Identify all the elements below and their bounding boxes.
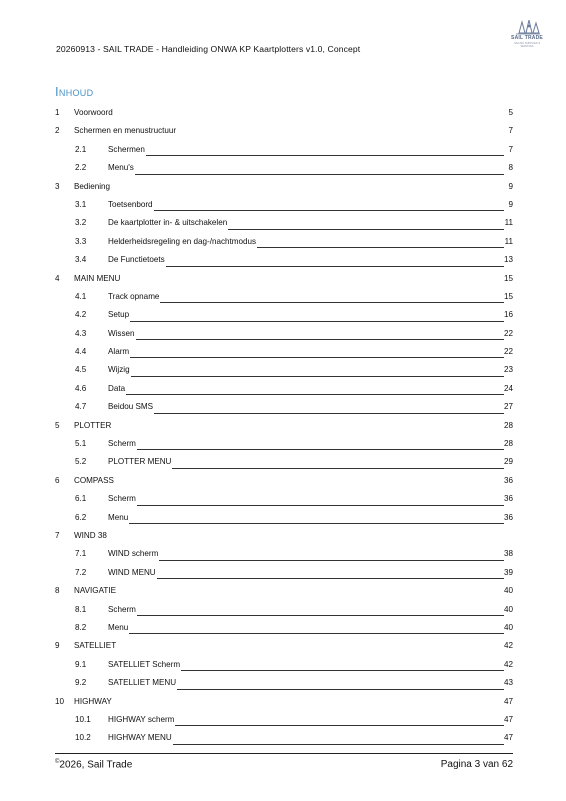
- toc-number: 4.7: [75, 402, 87, 412]
- toc-heading: Inhoud: [55, 84, 94, 99]
- toc-leader-line: [154, 210, 504, 211]
- toc-page-number: 28: [503, 420, 513, 430]
- toc-page-number: 27: [503, 402, 513, 412]
- toc-title: Schermen en menustructuur: [74, 126, 177, 136]
- toc-title: Scherm: [108, 604, 136, 614]
- toc-subsection-row[interactable]: [55, 215, 513, 233]
- toc-page-number: 40: [503, 586, 513, 596]
- toc-number: 8.1: [75, 604, 87, 614]
- document-header-title: 20260913 - SAIL TRADE - Handleiding ONWA KP Kaartplotters v1.0, Concept: [56, 44, 361, 54]
- toc-leader-line: [154, 413, 504, 414]
- toc-page-number: 13: [503, 255, 513, 265]
- toc-title: SATELLIET MENU: [108, 678, 177, 688]
- toc-title: Schermen: [108, 144, 145, 154]
- toc-number: 6: [55, 475, 60, 485]
- toc-subsection-row[interactable]: [55, 289, 513, 307]
- toc-subsection-row[interactable]: [55, 362, 513, 380]
- toc-title: Menu: [108, 512, 129, 522]
- toc-number: 4.3: [75, 328, 87, 338]
- toc-leader-line: [175, 725, 504, 726]
- toc-subsection-row[interactable]: [55, 326, 513, 344]
- toc-title: Alarm: [108, 347, 130, 357]
- toc-number: 5.2: [75, 457, 87, 467]
- toc-leader-line: [157, 578, 504, 579]
- footer-divider: [55, 753, 513, 754]
- toc-page-number: 7: [508, 144, 513, 154]
- toc-number: 3.2: [75, 218, 87, 228]
- toc-number: 6.2: [75, 512, 87, 522]
- logo-subtext: SAILING SUPPLIES & SERVICES: [513, 42, 541, 48]
- toc-section-row[interactable]: [55, 179, 513, 197]
- toc-page-number: 5: [508, 108, 513, 117]
- toc-page-number: 24: [503, 383, 513, 393]
- toc-number: 4: [55, 273, 60, 283]
- toc-title: Beidou SMS: [108, 402, 153, 412]
- toc-subsection-row[interactable]: [55, 546, 513, 564]
- toc-subsection-row[interactable]: [55, 620, 513, 638]
- toc-page-number: 36: [503, 512, 513, 522]
- toc-leader-line: [129, 633, 504, 634]
- toc-leader-line: [177, 689, 504, 690]
- toc-page-number: 7: [508, 126, 513, 136]
- footer-copyright: [55, 759, 132, 770]
- sailboat-logo-icon: [510, 20, 544, 35]
- copyright-text: 2026, Sail Trade: [59, 759, 133, 771]
- toc-page-number: 9: [508, 181, 513, 191]
- toc-leader-line: [137, 615, 504, 616]
- toc-leader-line: [228, 229, 504, 230]
- toc-subsection-row[interactable]: [55, 675, 513, 693]
- toc-number: 2: [55, 126, 60, 136]
- toc-page-number: 39: [503, 567, 513, 577]
- toc-title: PLOTTER: [74, 420, 112, 430]
- toc-number: 10: [55, 696, 65, 706]
- toc-title: De kaartplotter in- & uitschakelen: [108, 218, 228, 228]
- toc-title: De Functietoets: [108, 255, 165, 265]
- toc-subsection-row[interactable]: [55, 142, 513, 160]
- toc-leader-line: [181, 670, 504, 671]
- toc-number: 4.5: [75, 365, 87, 375]
- toc-leader-line: [146, 155, 504, 156]
- toc-section-row[interactable]: [55, 418, 513, 436]
- toc-subsection-row[interactable]: [55, 160, 513, 178]
- toc-page-number: 42: [503, 659, 513, 669]
- footer-page-number: Pagina 3 van 62: [440, 759, 513, 770]
- toc-number: 5: [55, 420, 60, 430]
- toc-page-number: 23: [503, 365, 513, 375]
- toc-title: WIND 38: [74, 530, 107, 540]
- toc-number: 7.2: [75, 567, 87, 577]
- toc-section-row[interactable]: [55, 528, 513, 546]
- toc-subsection-row[interactable]: [55, 234, 513, 252]
- toc-page-number: 22: [503, 328, 513, 338]
- toc-leader-line: [173, 744, 504, 745]
- toc-number: 7.1: [75, 549, 87, 559]
- toc-number: 4.6: [75, 383, 87, 393]
- toc-title: WIND scherm: [108, 549, 159, 559]
- toc-page-number: 43: [503, 678, 513, 688]
- toc-title: Scherm: [108, 494, 136, 504]
- toc-title: Menu: [108, 622, 129, 632]
- toc-subsection-row[interactable]: [55, 657, 513, 675]
- toc-number: 9.2: [75, 678, 87, 688]
- toc-section-row[interactable]: [55, 271, 513, 289]
- table-of-contents: [55, 105, 513, 749]
- toc-page-number: 9: [508, 199, 513, 209]
- toc-page-number: 11: [504, 218, 513, 228]
- toc-title: Data: [108, 383, 126, 393]
- toc-page-number: 8: [508, 163, 513, 173]
- toc-section-row[interactable]: [55, 638, 513, 656]
- toc-subsection-row[interactable]: [55, 399, 513, 417]
- toc-number: 3.3: [75, 236, 87, 246]
- toc-title: Scherm: [108, 439, 136, 449]
- logo-text: SAIL TRADE: [511, 35, 543, 41]
- toc-page-number: 47: [503, 696, 513, 706]
- toc-page-number: 11: [504, 236, 513, 246]
- toc-number: 3.1: [75, 199, 87, 209]
- toc-number: 6.1: [75, 494, 87, 504]
- toc-subsection-row[interactable]: [55, 730, 513, 748]
- toc-title: Setup: [108, 310, 130, 320]
- toc-page-number: 36: [503, 494, 513, 504]
- toc-subsection-row[interactable]: [55, 436, 513, 454]
- toc-leader-line: [160, 302, 504, 303]
- toc-leader-line: [257, 247, 504, 248]
- toc-number: 10.2: [75, 733, 91, 743]
- toc-subsection-row[interactable]: [55, 602, 513, 620]
- toc-page-number: 40: [503, 622, 513, 632]
- toc-number: 7: [55, 530, 60, 540]
- toc-page-number: 29: [503, 457, 513, 467]
- toc-title: Voorwoord: [74, 108, 113, 117]
- toc-title: SATELLIET Scherm: [108, 659, 181, 669]
- toc-page-number: 15: [503, 291, 513, 301]
- toc-leader-line: [126, 394, 504, 395]
- toc-title: NAVIGATIE: [74, 586, 116, 596]
- toc-page-number: 28: [503, 439, 513, 449]
- toc-leader-line: [131, 376, 504, 377]
- toc-section-row[interactable]: [55, 473, 513, 491]
- toc-subsection-row[interactable]: [55, 565, 513, 583]
- toc-leader-line: [172, 468, 504, 469]
- toc-number: 2.1: [75, 144, 87, 154]
- toc-leader-line: [137, 449, 504, 450]
- toc-subsection-row[interactable]: [55, 454, 513, 472]
- toc-number: 9: [55, 641, 60, 651]
- toc-number: 3.4: [75, 255, 87, 265]
- toc-leader-line: [135, 174, 504, 175]
- toc-title: MAIN MENU: [74, 273, 121, 283]
- toc-leader-line: [130, 357, 504, 358]
- toc-number: 4.2: [75, 310, 87, 320]
- toc-section-row[interactable]: [55, 583, 513, 601]
- toc-leader-line: [166, 266, 504, 267]
- toc-title: Track opname: [108, 291, 160, 301]
- toc-subsection-row[interactable]: [55, 344, 513, 362]
- toc-title: WIND MENU: [108, 567, 156, 577]
- toc-page-number: 36: [503, 475, 513, 485]
- toc-subsection-row[interactable]: [55, 381, 513, 399]
- toc-title: Bediening: [74, 181, 111, 191]
- toc-number: 8: [55, 586, 60, 596]
- toc-number: 4.1: [75, 291, 87, 301]
- toc-leader-line: [130, 321, 504, 322]
- toc-title: Helderheidsregeling en dag-/nachtmodus: [108, 236, 257, 246]
- toc-number: 8.2: [75, 622, 87, 632]
- toc-section-row[interactable]: [55, 105, 513, 123]
- toc-page-number: 47: [503, 733, 513, 743]
- toc-section-row[interactable]: [55, 694, 513, 712]
- toc-page-number: 47: [503, 714, 513, 724]
- toc-number: 5.1: [75, 439, 87, 449]
- toc-title: HIGHWAY MENU: [108, 733, 172, 743]
- toc-leader-line: [137, 505, 504, 506]
- toc-title: HIGHWAY: [74, 696, 112, 706]
- toc-subsection-row[interactable]: [55, 491, 513, 509]
- toc-number: 4.4: [75, 347, 87, 357]
- toc-leader-line: [136, 339, 504, 340]
- toc-subsection-row[interactable]: [55, 712, 513, 730]
- toc-title: Toetsenbord: [108, 199, 153, 209]
- toc-title: Wissen: [108, 328, 135, 338]
- toc-leader-line: [129, 523, 504, 524]
- toc-page-number: 15: [503, 273, 513, 283]
- toc-subsection-row[interactable]: [55, 197, 513, 215]
- toc-title: Wijzig: [108, 365, 130, 375]
- toc-number: 9.1: [75, 659, 87, 669]
- toc-title: SATELLIET: [74, 641, 117, 651]
- toc-title: PLOTTER MENU: [108, 457, 172, 467]
- toc-leader-line: [159, 560, 504, 561]
- copyright-symbol: ©: [55, 759, 60, 765]
- toc-page-number: 38: [503, 549, 513, 559]
- toc-title: Menu's: [108, 163, 134, 173]
- toc-page-number: 42: [503, 641, 513, 651]
- toc-number: 1: [55, 108, 60, 117]
- toc-number: 10.1: [75, 714, 91, 724]
- toc-title: COMPASS: [74, 475, 114, 485]
- toc-subsection-row[interactable]: [55, 510, 513, 528]
- toc-section-row[interactable]: [55, 123, 513, 141]
- toc-subsection-row[interactable]: [55, 307, 513, 325]
- toc-page-number: 40: [503, 604, 513, 614]
- toc-number: 2.2: [75, 163, 87, 173]
- toc-page-number: 16: [503, 310, 513, 320]
- toc-subsection-row[interactable]: [55, 252, 513, 270]
- toc-number: 3: [55, 181, 60, 191]
- toc-title: HIGHWAY scherm: [108, 714, 175, 724]
- sail-trade-logo: [510, 20, 544, 46]
- toc-page-number: 22: [503, 347, 513, 357]
